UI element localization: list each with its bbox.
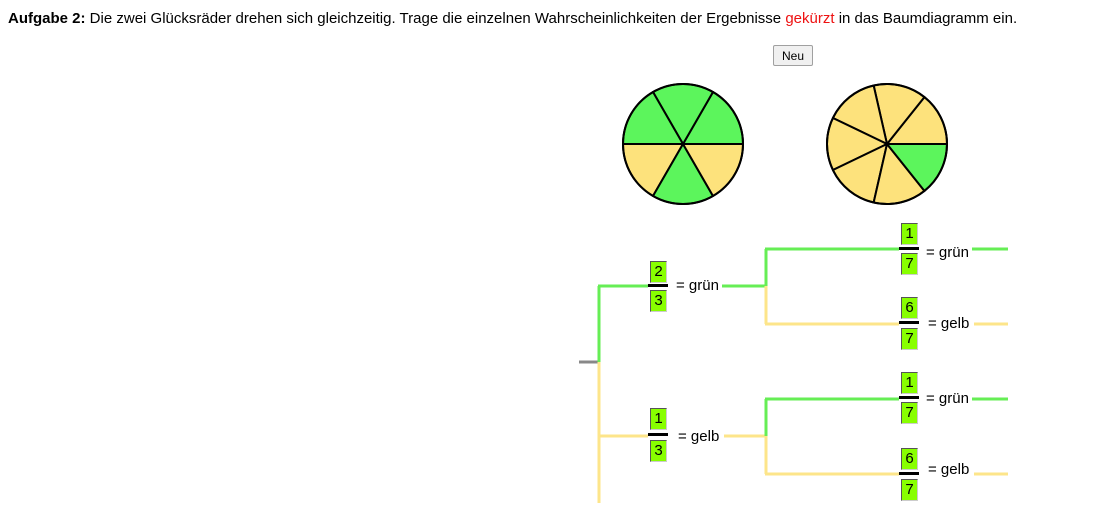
fraction-l1-gelb-denominator[interactable]: 3 — [650, 440, 667, 462]
outcome-label-l1-gruen: = grün — [676, 277, 719, 294]
outcome-label-l2-gruen-gruen: = grün — [926, 244, 969, 261]
fraction-bar — [899, 247, 919, 250]
fraction-l2-gelb-gelb-denominator[interactable]: 7 — [901, 479, 918, 501]
fraction-l1-gelb-numerator[interactable]: 1 — [650, 408, 667, 430]
fraction-l1-gruen-denominator[interactable]: 3 — [650, 290, 667, 312]
outcome-label-l1-gelb: = gelb — [678, 428, 720, 445]
fraction-bar — [899, 472, 919, 475]
fraction-bar — [648, 433, 668, 436]
fraction-l2-gruen-gruen-numerator[interactable]: 1 — [901, 223, 918, 245]
fraction-l2-gelb-gruen-numerator[interactable]: 1 — [901, 372, 918, 394]
outcome-label-l2-gelb-gruen: = grün — [926, 390, 969, 407]
task-text-before: Die zwei Glücksräder drehen sich gleichzeitig. Trage die einzelnen Wahrscheinlichkeiten der Ergebnisse — [85, 10, 786, 27]
fraction-bar — [899, 321, 919, 324]
task-highlight: gekürzt — [785, 10, 835, 27]
fraction-l2-gruen-gelb-numerator[interactable]: 6 — [901, 297, 918, 319]
wheel-2 — [827, 84, 947, 204]
fraction-l2-gelb-gruen-denominator[interactable]: 7 — [901, 402, 918, 424]
fraction-bar — [648, 284, 668, 287]
fraction-l2-gelb-gelb-numerator[interactable]: 6 — [901, 448, 918, 470]
task-text-after: in das Baumdiagramm ein. — [834, 10, 1018, 27]
outcome-label-l2-gelb-gelb: = gelb — [928, 461, 970, 478]
fraction-l1-gruen-numerator[interactable]: 2 — [650, 261, 667, 283]
outcome-label-l2-gruen-gelb: = gelb — [928, 315, 970, 332]
task-label: Aufgabe 2: — [8, 10, 86, 27]
fraction-bar — [899, 396, 919, 399]
wheel-1 — [623, 84, 743, 204]
fraction-l2-gruen-gelb-denominator[interactable]: 7 — [901, 328, 918, 350]
fraction-l2-gruen-gruen-denominator[interactable]: 7 — [901, 253, 918, 275]
new-button[interactable]: Neu — [773, 45, 813, 66]
